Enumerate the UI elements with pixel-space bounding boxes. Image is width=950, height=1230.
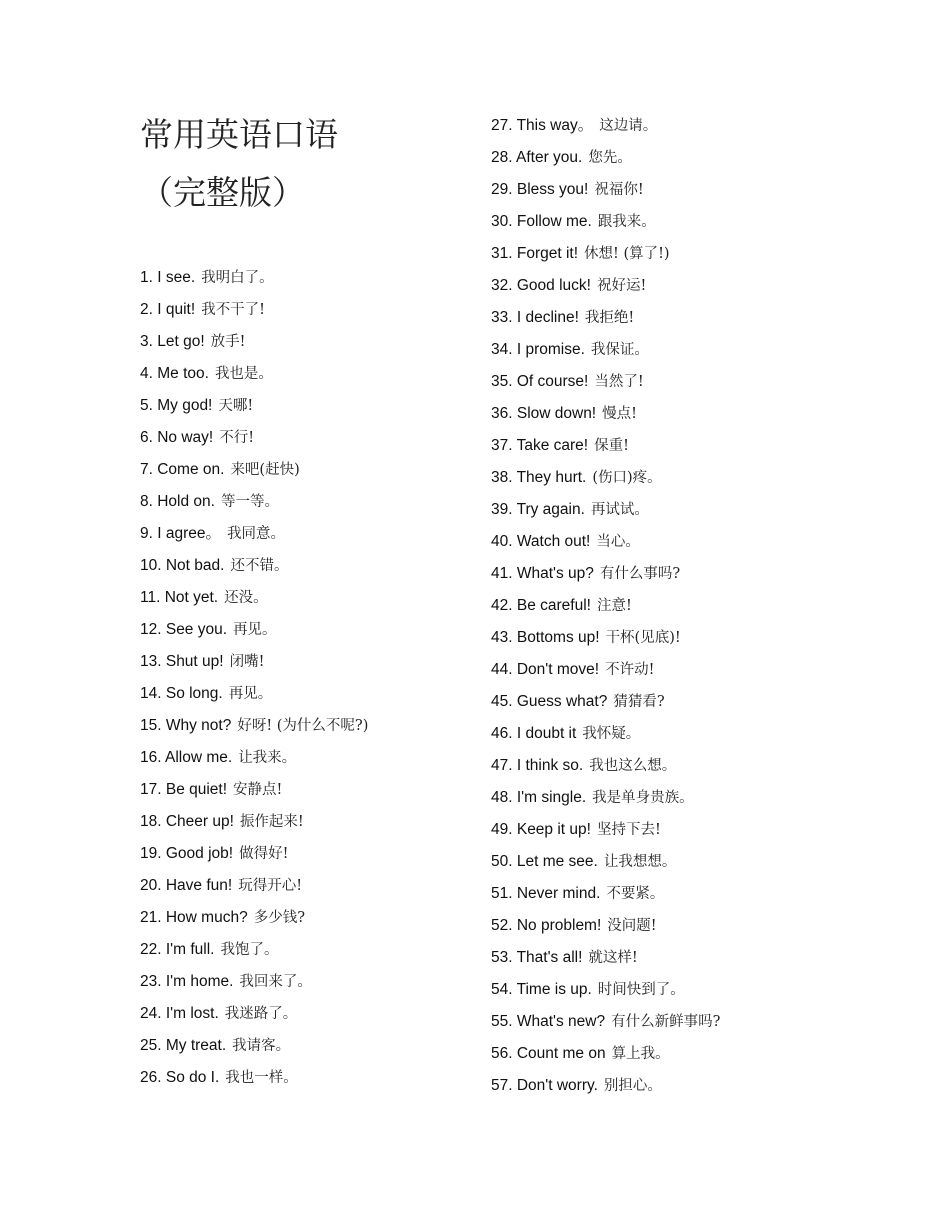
phrase-chinese: 我也一样。 [225, 1070, 298, 1086]
list-item [491, 302, 720, 334]
phrase-chinese: 有什么新鲜事吗? [611, 1014, 721, 1030]
phrase-english: 42. Be careful! [491, 597, 591, 614]
list-item [140, 614, 368, 646]
phrase-chinese: 再见。 [233, 622, 277, 638]
phrase-english: 41. What's up? [491, 565, 594, 582]
phrase-chinese: 闭嘴! [229, 654, 265, 670]
phrase-english: 12. See you. [140, 621, 228, 638]
phrase-english: 7. Come on. [140, 461, 225, 478]
list-item [491, 942, 720, 974]
phrase-chinese: 我回来了。 [239, 974, 312, 990]
phrase-chinese: 当心。 [596, 534, 640, 550]
phrase-chinese: 不行! [219, 430, 255, 446]
phrase-chinese: 慢点! [602, 406, 637, 422]
phrase-chinese: 我保证。 [590, 342, 649, 358]
phrase-english: 48. I'm single. [491, 789, 587, 806]
list-item [491, 526, 720, 558]
phrase-chinese: 我明白了。 [201, 270, 274, 286]
phrase-english: 6. No way! [140, 429, 214, 446]
phrase-english: 51. Never mind. [491, 885, 601, 902]
phrase-english: 3. Let go! [140, 333, 205, 350]
phrase-chinese: 我怀疑。 [582, 726, 641, 742]
phrase-english: 34. I promise. [491, 341, 585, 358]
phrase-chinese: 我是单身贵族。 [592, 790, 694, 806]
phrase-english: 22. I'm full. [140, 941, 215, 958]
phrase-chinese: 放手! [210, 334, 246, 350]
phrase-english: 35. Of course! [491, 373, 589, 390]
list-item [140, 390, 368, 422]
phrase-english: 10. Not bad. [140, 557, 225, 574]
phrase-chinese: 我拒绝! [584, 310, 635, 326]
phrase-chinese: 有什么事吗? [599, 566, 681, 582]
phrase-chinese: 祝好运! [596, 278, 647, 294]
list-item [491, 590, 720, 622]
list-item [491, 1006, 720, 1038]
list-item [140, 774, 368, 806]
list-item [491, 1038, 720, 1070]
phrase-chinese: 天哪! [218, 398, 254, 414]
phrase-chinese: 我饱了。 [220, 942, 279, 958]
phrase-english: 27. This way。 [491, 117, 594, 134]
phrase-chinese: 保重! [594, 438, 629, 454]
list-item [491, 462, 720, 494]
list-item [491, 270, 720, 302]
phrase-chinese: 玩得开心! [238, 878, 303, 894]
list-item [491, 974, 720, 1006]
phrase-chinese: 让我想想。 [603, 854, 677, 870]
phrase-english: 14. So long. [140, 685, 223, 702]
list-item [491, 398, 720, 430]
phrase-english: 11. Not yet. [140, 589, 219, 606]
phrase-chinese: 这边请。 [599, 118, 658, 134]
phrase-english: 38. They hurt. [491, 469, 587, 486]
phrase-english: 8. Hold on. [140, 493, 215, 510]
phrase-chinese: 不要紧。 [606, 886, 665, 902]
phrase-chinese: 不许动! [605, 662, 655, 678]
list-item [491, 846, 720, 878]
list-item [491, 334, 720, 366]
phrase-chinese: 别担心。 [603, 1078, 662, 1094]
phrase-english: 43. Bottoms up! [491, 629, 600, 646]
phrase-english: 17. Be quiet! [140, 781, 228, 798]
list-item [491, 238, 720, 270]
phrase-english: 1. I see. [140, 269, 196, 286]
list-item [140, 646, 368, 678]
list-item [491, 1070, 720, 1102]
phrase-english: 31. Forget it! [491, 245, 579, 262]
phrase-english: 57. Don't worry. [491, 1077, 598, 1094]
list-item [140, 262, 368, 294]
phrase-english: 44. Don't move! [491, 661, 600, 678]
phrase-chinese: 祝福你! [594, 182, 644, 198]
phrase-english: 21. How much? [140, 909, 248, 926]
list-item [140, 1030, 368, 1062]
phrase-english: 36. Slow down! [491, 405, 597, 422]
list-item [140, 454, 368, 486]
phrase-chinese: 干杯(见底)! [605, 630, 681, 646]
list-item [491, 654, 720, 686]
phrase-english: 50. Let me see. [491, 853, 598, 870]
list-item [140, 294, 368, 326]
list-item [140, 966, 368, 998]
phrase-english: 33. I decline! [491, 309, 579, 326]
phrase-english: 18. Cheer up! [140, 813, 234, 830]
list-item [491, 750, 720, 782]
phrase-english: 46. I doubt it [491, 725, 577, 742]
phrase-english: 26. So do I. [140, 1069, 220, 1086]
phrase-english: 19. Good job! [140, 845, 234, 862]
list-item [140, 486, 368, 518]
phrase-english: 23. I'm home. [140, 973, 234, 990]
phrase-english: 53. That's all! [491, 949, 583, 966]
phrase-english: 25. My treat. [140, 1037, 227, 1054]
phrase-chinese: 坚持下去! [596, 822, 661, 838]
list-item [491, 142, 720, 174]
phrase-english: 2. I quit! [140, 301, 196, 318]
phrase-english: 54. Time is up. [491, 981, 592, 998]
list-item [491, 686, 720, 718]
list-item [491, 910, 720, 942]
list-item [140, 998, 368, 1030]
phrase-list-right [491, 110, 720, 1102]
phrase-chinese: 猜猜看? [613, 694, 665, 710]
list-item [491, 366, 720, 398]
phrase-list-left [140, 262, 368, 1094]
phrase-chinese: 来吧(赶快) [230, 462, 300, 478]
phrase-chinese: 我也这么想。 [589, 758, 677, 774]
list-item [491, 110, 720, 142]
phrase-english: 30. Follow me. [491, 213, 592, 230]
phrase-chinese: 多少钱? [253, 910, 305, 926]
list-item [491, 782, 720, 814]
phrase-chinese: 我不干了! [201, 302, 265, 318]
phrase-chinese: 我请客。 [232, 1038, 291, 1054]
phrase-chinese: 跟我来。 [597, 214, 656, 230]
phrase-english: 37. Take care! [491, 437, 589, 454]
phrase-english: 56. Count me on [491, 1045, 606, 1062]
phrase-chinese: 安静点! [233, 782, 283, 798]
list-item [491, 558, 720, 590]
list-item [140, 550, 368, 582]
phrase-chinese: 做得好! [239, 846, 289, 862]
list-item [491, 206, 720, 238]
list-item [140, 1062, 368, 1094]
list-item [491, 430, 720, 462]
list-item [140, 582, 368, 614]
title-line-1: 常用英语口语 [140, 115, 338, 154]
phrase-chinese: 休想! (算了!) [584, 246, 670, 262]
phrase-chinese: 我也是。 [214, 366, 273, 382]
phrase-english: 55. What's new? [491, 1013, 606, 1030]
list-item [140, 678, 368, 710]
list-item [140, 870, 368, 902]
phrase-english: 4. Me too. [140, 365, 209, 382]
phrase-english: 28. After you. [491, 149, 583, 166]
phrase-english: 39. Try again. [491, 501, 585, 518]
phrase-english: 52. No problem! [491, 917, 602, 934]
list-item [140, 806, 368, 838]
list-item [140, 742, 368, 774]
phrase-chinese: (伤口)疼。 [592, 470, 662, 486]
phrase-chinese: 再试试。 [590, 502, 649, 518]
phrase-chinese: 我同意。 [227, 526, 285, 542]
phrase-chinese: 没问题! [607, 918, 657, 934]
phrase-chinese: 再见。 [228, 686, 273, 702]
page-title [140, 106, 338, 222]
phrase-chinese: 还不错。 [230, 558, 289, 574]
phrase-english: 5. My god! [140, 397, 213, 414]
list-item [140, 934, 368, 966]
phrase-chinese: 注意! [596, 598, 632, 614]
phrase-chinese: 时间快到了。 [597, 982, 685, 998]
list-item [140, 902, 368, 934]
phrase-chinese: 让我来。 [238, 750, 297, 766]
list-item [491, 494, 720, 526]
phrase-english: 9. I agree。 [140, 525, 221, 542]
phrase-chinese: 振作起来! [239, 814, 304, 830]
phrase-chinese: 算上我。 [611, 1046, 670, 1062]
phrase-english: 13. Shut up! [140, 653, 224, 670]
list-item [140, 838, 368, 870]
phrase-chinese: 好呀! (为什么不呢?) [237, 718, 369, 734]
phrase-english: 45. Guess what? [491, 693, 608, 710]
title-line-2: （完整版） [140, 173, 305, 212]
phrase-english: 29. Bless you! [491, 181, 589, 198]
phrase-chinese: 当然了! [594, 374, 644, 390]
phrase-english: 40. Watch out! [491, 533, 591, 550]
list-item [491, 814, 720, 846]
list-item [140, 422, 368, 454]
phrase-english: 15. Why not? [140, 717, 232, 734]
phrase-english: 32. Good luck! [491, 277, 591, 294]
list-item [491, 622, 720, 654]
list-item [140, 326, 368, 358]
list-item [140, 710, 368, 742]
phrase-english: 49. Keep it up! [491, 821, 591, 838]
phrase-chinese: 就这样! [588, 950, 638, 966]
list-item [491, 718, 720, 750]
list-item [140, 518, 368, 550]
phrase-english: 16. Allow me. [140, 749, 233, 766]
list-item [491, 174, 720, 206]
phrase-english: 47. I think so. [491, 757, 584, 774]
phrase-chinese: 我迷路了。 [224, 1006, 298, 1022]
list-item [491, 878, 720, 910]
phrase-chinese: 还没。 [224, 590, 268, 606]
list-item [140, 358, 368, 390]
phrase-english: 20. Have fun! [140, 877, 233, 894]
phrase-chinese: 等一等。 [220, 494, 279, 510]
phrase-english: 24. I'm lost. [140, 1005, 219, 1022]
phrase-chinese: 您先。 [588, 150, 632, 166]
